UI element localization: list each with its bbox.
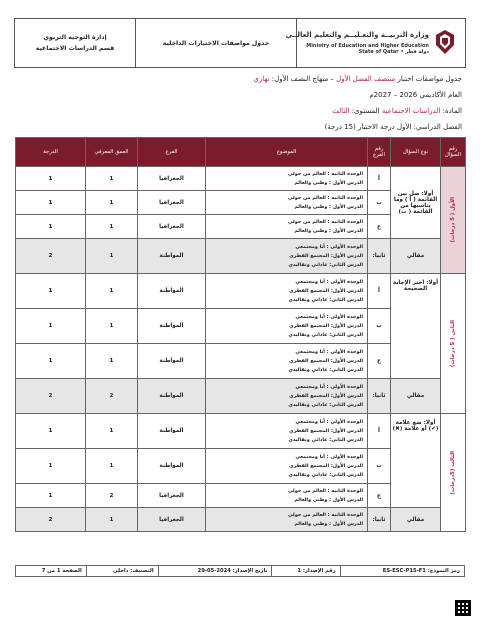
ministry-name-ar: وزارة التربيــة والتعـليــم والتعليم العالــي: [285, 31, 429, 39]
ministry-logo: [285, 19, 466, 68]
depth-cell: 1: [86, 215, 138, 239]
question-type: أولا: صل بين القائمة ( أ ) وما يناسبها من القائمة ( ب): [391, 167, 441, 239]
subject-cell: الجغرافيا: [138, 508, 206, 532]
grade-cell: 1: [16, 449, 86, 484]
topic-cell: الوحدة الثانية : العالم من حولي الدرس الأول : وطني والعالم: [206, 191, 368, 215]
grade-cell: 1: [16, 274, 86, 309]
grade-cell: 2: [16, 508, 86, 532]
depth-cell: 2: [86, 484, 138, 508]
depth-cell: 1: [86, 344, 138, 379]
topic-cell: الوحدة الأولى : أنا ومجتمعي الدرس الأول: المجتمع القطري الدرس الثاني: عاداتي وتقاليدي: [206, 414, 368, 449]
depth-cell: 1: [86, 449, 138, 484]
topic-cell: الوحدة الثانية : العالم من حولي الدرس الأول : وطني والعالم: [206, 508, 368, 532]
subject-cell: المواطنة: [138, 239, 206, 274]
branch-cell: ب: [368, 449, 391, 484]
table-header-row: [16, 138, 466, 167]
topic-cell: الوحدة الأولى : أنا ومجتمعي الدرس الأول: المجتمع القطري الدرس الثاني: عاداتي وتقاليدي: [206, 344, 368, 379]
col-branch-no: رقم الفرع: [368, 138, 391, 167]
depth-cell: 1: [86, 239, 138, 274]
issue-date: تاريخ الإصدار: 2024-05-29: [158, 566, 272, 577]
topic-cell: الوحدة الثانية : العالم من حولي الدرس الأول : وطني والعالم: [206, 167, 368, 191]
depth-cell: 2: [86, 379, 138, 414]
branch-cell: ثانيا:: [368, 379, 391, 414]
branch-cell: ج: [368, 484, 391, 508]
table-row: [16, 274, 466, 309]
table-row: [16, 167, 466, 191]
grade-cell: 2: [16, 379, 86, 414]
document-footer: [15, 565, 465, 577]
depth-cell: 1: [86, 508, 138, 532]
table-row: [16, 508, 466, 532]
topic-cell: الوحدة الأولى : أنا ومجتمعي الدرس الأول: المجتمع القطري الدرس الثاني: عاداتي وتقاليدي: [206, 239, 368, 274]
subject-cell: الجغرافيا: [138, 167, 206, 191]
question-type: أولا: ضع علامة (✔) أو علامة (✖): [391, 414, 441, 508]
topic-cell: الوحدة الأولى : أنا ومجتمعي الدرس الأول: المجتمع القطري الدرس الثاني: عاداتي وتقاليدي: [206, 309, 368, 344]
header-title: جدول مواصفات الاختبارات الداخلية: [136, 19, 297, 68]
branch-cell: ب: [368, 191, 391, 215]
grade-cell: 1: [16, 167, 86, 191]
col-question-no: رقم السؤال: [441, 138, 466, 167]
semester-grade: الفصل الدراسي: الأول درجة الاختبار (15 درجة): [324, 123, 462, 131]
subject-cell: المواطنة: [138, 274, 206, 309]
topic-cell: الوحدة الأولى : أنا ومجتمعي الدرس الأول: المجتمع القطري الدرس الثاني: عاداتي وتقاليدي: [206, 274, 368, 309]
table-row: [16, 379, 466, 414]
topic-cell: الوحدة الثانية : العالم من حولي الدرس الأول : وطني والعالم: [206, 484, 368, 508]
branch-cell: ج: [368, 344, 391, 379]
branch-cell: ب: [368, 309, 391, 344]
grade-cell: 1: [16, 484, 86, 508]
question-cell: الثالث (5درجات): [441, 414, 466, 532]
col-depth: العمق المعرفي: [86, 138, 138, 167]
page-number: الصفحة 1 من 7: [16, 566, 87, 577]
col-topic: الموضوع: [206, 138, 368, 167]
col-grade: الدرجة: [16, 138, 86, 167]
question-type: مقالي: [391, 239, 441, 274]
branch-cell: ثانيا:: [368, 508, 391, 532]
question-type: أولا: اختر الإجابة الصحيحة: [391, 274, 441, 379]
subject-cell: الجغرافيا: [138, 484, 206, 508]
section-name: قسم الدراسات الاجتماعية: [35, 45, 115, 52]
depth-cell: 1: [86, 414, 138, 449]
academic-year: العام الأكاديمي 2026 – 2027م: [369, 91, 462, 99]
ministry-name-en: Ministry of Education and Higher Education State of Qatar • دولة قطر: [306, 43, 429, 55]
branch-cell: أ: [368, 167, 391, 191]
question-cell: الأول ( 5 درجات): [441, 167, 466, 274]
subject-cell: المواطنة: [138, 344, 206, 379]
question-cell: الثاني ( 5 درجات): [441, 274, 466, 414]
topic-cell: الوحدة الأولى : أنا ومجتمعي الدرس الأول: المجتمع القطري الدرس الثاني: عاداتي وتقاليدي: [206, 449, 368, 484]
subject-cell: المواطنة: [138, 449, 206, 484]
exam-title: جدول مواصفات اختبار منتصف الفصل الأول – منهاج النصف الأول: نهاري: [253, 75, 462, 83]
subject-cell: المواطنة: [138, 309, 206, 344]
col-question-type: نوع السؤال: [391, 138, 441, 167]
specification-table: [15, 137, 466, 532]
question-type: مقالي: [391, 379, 441, 414]
grade-cell: 1: [16, 309, 86, 344]
subject-cell: المواطنة: [138, 414, 206, 449]
branch-cell: أ: [368, 274, 391, 309]
classification: التصنيف: داخلي: [86, 566, 158, 577]
form-code: رمز النموذج: ES-ESC-P15-F1: [340, 566, 464, 577]
grade-cell: 2: [16, 239, 86, 274]
grade-cell: 1: [16, 414, 86, 449]
grade-cell: 1: [16, 215, 86, 239]
branch-cell: أ: [368, 414, 391, 449]
grade-cell: 1: [16, 191, 86, 215]
depth-cell: 1: [86, 309, 138, 344]
topic-cell: الوحدة الثانية : العالم من حولي الدرس الأول : وطني والعالم: [206, 215, 368, 239]
topic-cell: الوحدة الأولى : أنا ومجتمعي الدرس الأول: المجتمع القطري الدرس الثاني: عاداتي وتقاليدي: [206, 379, 368, 414]
department-name: إدارة التوجيه التربوي: [43, 34, 107, 41]
depth-cell: 1: [86, 191, 138, 215]
subject-level: المادة: الدراسات الاجتماعية المستوى: الثالث: [332, 107, 462, 115]
ministry-emblem-icon: [433, 29, 457, 55]
table-row: [16, 414, 466, 449]
question-type: مقالي: [391, 508, 441, 532]
table-row: [16, 239, 466, 274]
col-subject: الفرع: [138, 138, 206, 167]
subject-cell: المواطنة: [138, 379, 206, 414]
subject-cell: الجغرافيا: [138, 215, 206, 239]
document-header: [14, 18, 466, 68]
header-department: [15, 19, 136, 68]
branch-cell: ثانيا:: [368, 239, 391, 274]
version-no: رقم الإصدار: 1: [272, 566, 340, 577]
qr-code-icon: [455, 600, 471, 616]
grade-cell: 1: [16, 344, 86, 379]
depth-cell: 1: [86, 274, 138, 309]
subject-cell: الجغرافيا: [138, 191, 206, 215]
depth-cell: 1: [86, 167, 138, 191]
branch-cell: ج: [368, 215, 391, 239]
